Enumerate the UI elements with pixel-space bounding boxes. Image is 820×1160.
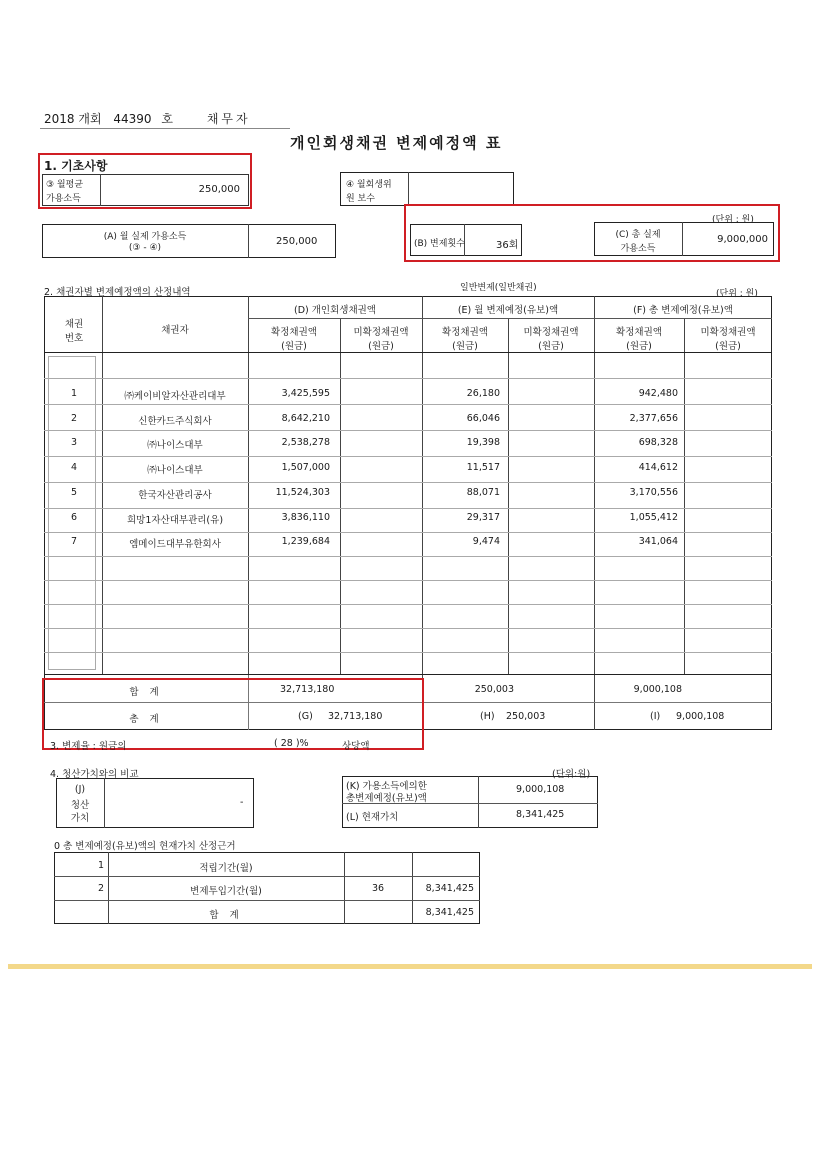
- sub-unconfirmed-f-2: (원금): [715, 341, 741, 352]
- sub-unconfirmed-e-2: (원금): [538, 341, 564, 352]
- row-line: [44, 556, 772, 557]
- row-creditor: 한국자산관리공사: [138, 490, 212, 501]
- col-line: [684, 318, 685, 674]
- col-f-header: (F) 총 변제예정(유보)액: [633, 305, 733, 316]
- row-line: [44, 430, 772, 431]
- case-number: 44390: [113, 112, 152, 126]
- row-creditor: ㈜케이비알자산관리대부: [124, 391, 226, 402]
- repay-count-label: (B) 변제횟수: [414, 239, 465, 249]
- total-income-label: (C) 총 실제: [615, 230, 661, 240]
- k-value: 9,000,108: [516, 784, 565, 795]
- sum-e: 250,003: [474, 684, 514, 695]
- grand-g: 32,713,180: [328, 711, 383, 722]
- row-d: 11,524,303: [275, 487, 330, 498]
- case-type: 개회: [78, 112, 102, 126]
- trustee-fee-label-2: 원 보수: [346, 194, 375, 204]
- row-e: 66,046: [466, 413, 500, 424]
- row-d: 8,642,210: [281, 413, 330, 424]
- sub-confirmed-f: 확정채권액: [616, 327, 662, 338]
- sub-confirmed-d-2: (원금): [281, 341, 307, 352]
- divider: [408, 172, 409, 206]
- total-income-label-2: 가용소득: [620, 244, 656, 254]
- row-d: 1,239,684: [281, 536, 330, 547]
- case-year: 2018: [44, 112, 75, 126]
- section3-suffix: 상당액: [342, 741, 370, 752]
- grand-i: 9,000,108: [676, 711, 725, 722]
- row-line: [44, 404, 772, 405]
- grand-label: 총 계: [129, 714, 163, 725]
- basis-no: 1: [97, 860, 104, 871]
- row-f: 942,480: [638, 388, 678, 399]
- k-label: (K) 가용소득에의한: [346, 781, 427, 792]
- row-d: 2,538,278: [281, 437, 330, 448]
- row-line: [44, 580, 772, 581]
- col-no-header-2: 번호: [64, 333, 84, 344]
- unit-label-2: (단위 : 원): [716, 289, 758, 299]
- grand-g-label: (G): [298, 711, 313, 722]
- j-label-3: 가치: [70, 813, 90, 824]
- monthly-income-label-2: (③ - ④): [128, 243, 162, 253]
- row-e: 9,474: [472, 536, 500, 547]
- sum-f: 9,000,108: [633, 684, 682, 695]
- col-creditor-header: 채권자: [161, 325, 189, 336]
- divider: [100, 174, 101, 206]
- j-value: -: [240, 797, 244, 808]
- unit-label-1: (단위 : 원): [712, 215, 754, 225]
- page-title: 개인회생채권 변제예정액 표: [290, 134, 503, 152]
- basis-no: 2: [97, 883, 104, 894]
- col-d-header: (D) 개인회생채권액: [294, 305, 376, 316]
- l-label: (L) 현재가치: [346, 812, 399, 823]
- row-line: [44, 378, 772, 379]
- basis-label: 적립기간(월): [199, 863, 253, 874]
- col-no-header: 채권: [64, 319, 84, 330]
- row-no: 3: [70, 437, 78, 448]
- section1-heading: 1. 기초사항: [44, 159, 108, 173]
- header-line: [44, 352, 772, 353]
- row-f: 1,055,412: [629, 512, 678, 523]
- basis-label: 변제투입기간(월): [190, 886, 262, 897]
- sub-unconfirmed-d-2: (원금): [368, 341, 394, 352]
- row-line: [44, 508, 772, 509]
- row-line: [44, 674, 772, 675]
- row-d: 1,507,000: [281, 462, 330, 473]
- sub-unconfirmed-e: 미확정채권액: [523, 327, 579, 338]
- row-creditor: 희망1자산대부관리(유): [126, 515, 224, 526]
- col-line: [594, 296, 595, 730]
- sub-confirmed-e: 확정채권액: [442, 327, 488, 338]
- case-number-line: [44, 110, 251, 127]
- row-f: 3,170,556: [629, 487, 678, 498]
- row-f: 2,377,656: [629, 413, 678, 424]
- sub-confirmed-f-2: (원금): [626, 341, 652, 352]
- sum-d: 32,713,180: [280, 684, 335, 695]
- row-line: [54, 900, 480, 901]
- sub-unconfirmed-d: 미확정채권액: [353, 327, 409, 338]
- row-d: 3,425,595: [281, 388, 330, 399]
- row-no: 7: [70, 536, 78, 547]
- row-line: [44, 456, 772, 457]
- sum-label: 합 계: [129, 687, 163, 698]
- row-e: 29,317: [466, 512, 500, 523]
- avg-income-label-2: 가용소득: [46, 194, 81, 204]
- j-label: (J): [74, 784, 86, 795]
- row-e: 88,071: [466, 487, 500, 498]
- k-label-2: 총변제예정(유보)액: [346, 793, 427, 804]
- case-suffix: 호: [161, 112, 173, 126]
- row-creditor: 엠메이드대부유한회사: [129, 539, 221, 550]
- sub-unconfirmed-f: 미확정채권액: [700, 327, 756, 338]
- col-line: [508, 318, 509, 674]
- row-line: [44, 628, 772, 629]
- monthly-income-value: 250,000: [276, 236, 318, 247]
- row-e: 11,517: [466, 462, 500, 473]
- col-e-header: (E) 월 변제예정(유보)액: [457, 305, 559, 316]
- grand-h: 250,003: [506, 711, 546, 722]
- j-label-2: 청산: [70, 800, 90, 811]
- section3-label: 3. 변제율 : 원금의: [50, 741, 127, 752]
- row-no: 4: [70, 462, 78, 473]
- row-line: [44, 532, 772, 533]
- row-no: 5: [70, 487, 78, 498]
- row-f: 698,328: [638, 437, 678, 448]
- col-line: [422, 296, 423, 730]
- divider: [248, 224, 249, 258]
- basis-heading: 0 총 변제예정(유보)액의 현재가치 산정근거: [54, 841, 236, 852]
- row-d: 3,836,110: [281, 512, 330, 523]
- row-line: [44, 604, 772, 605]
- section4-heading: 4. 청산가치와의 비교: [50, 769, 139, 780]
- scan-strip: [8, 964, 812, 969]
- grand-h-label: (H): [480, 711, 495, 722]
- total-income-value: 9,000,000: [717, 234, 768, 245]
- trustee-fee-label: ④ 월회생위: [346, 180, 392, 190]
- row-no: 2: [70, 413, 78, 424]
- repay-count-value: 36회: [496, 240, 519, 251]
- basis-total-value: 8,341,425: [425, 907, 474, 918]
- monthly-income-label: (A) 월 실제 가용소득: [103, 232, 187, 242]
- avg-income-value: 250,000: [198, 184, 240, 195]
- row-line: [44, 652, 772, 653]
- l-value: 8,341,425: [516, 809, 565, 820]
- header-line: [248, 318, 772, 319]
- avg-income-label: ③ 월평균: [46, 180, 84, 190]
- divider: [104, 778, 105, 828]
- row-creditor: 신한카드주식회사: [138, 416, 212, 427]
- grand-i-label: (I): [650, 711, 661, 722]
- row-no: 6: [70, 512, 78, 523]
- unit-label-3: (단위:원): [552, 769, 591, 780]
- row-e: 26,180: [466, 388, 500, 399]
- section2-heading: 2. 채권자별 변제예정액의 산정내역: [44, 287, 191, 298]
- row-no: 1: [70, 388, 78, 399]
- row-creditor: ㈜나이스대부: [147, 440, 203, 451]
- row-e: 19,398: [466, 437, 500, 448]
- basis-count: 36: [371, 883, 385, 894]
- row-f: 414,612: [638, 462, 678, 473]
- header-underline: [40, 128, 290, 129]
- debtor-label: 채무자: [206, 112, 251, 126]
- section2-subheading: 일반변제(일반채권): [460, 283, 537, 293]
- row-creditor: ㈜나이스대부: [147, 465, 203, 476]
- basis-value: 8,341,425: [425, 883, 474, 894]
- basis-total-label: 합 계: [209, 910, 243, 921]
- repayment-rate: ( 28 )%: [274, 738, 309, 749]
- row-f: 341,064: [638, 536, 678, 547]
- sub-confirmed-e-2: (원금): [452, 341, 478, 352]
- row-line: [44, 482, 772, 483]
- col-line: [340, 318, 341, 674]
- row-line: [54, 876, 480, 877]
- divider: [478, 776, 479, 828]
- sub-confirmed-d: 확정채권액: [271, 327, 317, 338]
